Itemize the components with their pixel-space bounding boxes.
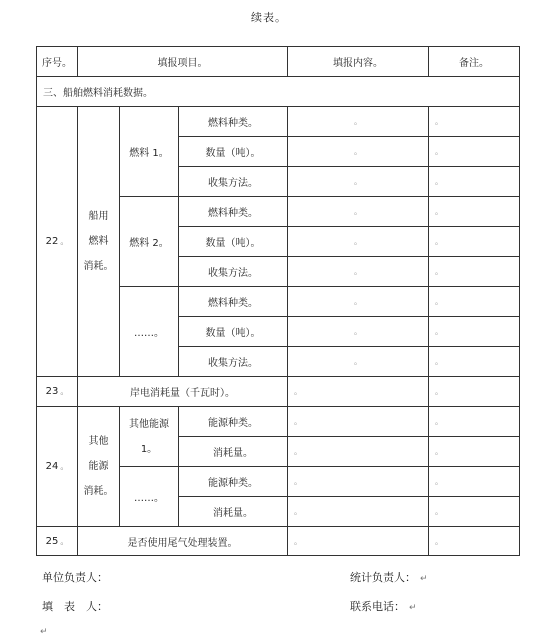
- col-header-seq: 序号。: [37, 47, 78, 77]
- note-cell[interactable]: 。: [429, 197, 520, 227]
- note-cell[interactable]: 。: [429, 137, 520, 167]
- phone-field: 联系电话： ↵: [350, 600, 417, 613]
- shore-power-label: 岸电消耗量（千瓦时）。: [78, 377, 288, 407]
- fuel-1-label: 燃料 1。: [120, 107, 179, 197]
- note-cell[interactable]: 。: [429, 377, 520, 407]
- phone-label: 联系电话：: [350, 600, 405, 613]
- table-row: [37, 107, 520, 137]
- col-header-content: 填报内容。: [288, 47, 429, 77]
- stat-head-label: 统计负责人：: [350, 571, 416, 584]
- content-cell[interactable]: 。: [288, 437, 429, 467]
- fuel-2-label: 燃料 2。: [120, 197, 179, 287]
- note-cell[interactable]: 。: [429, 107, 520, 137]
- table-row: [37, 377, 520, 407]
- group-label-fuel: 船用 燃料 消耗。: [78, 107, 120, 377]
- note-cell[interactable]: 。: [429, 407, 520, 437]
- content-cell[interactable]: 。: [288, 347, 429, 377]
- note-cell[interactable]: 。: [429, 527, 520, 556]
- section-title: 三、船舶燃料消耗数据。: [37, 77, 520, 107]
- note-cell[interactable]: 。: [429, 167, 520, 197]
- energy-source-more-label: ……。: [120, 467, 179, 527]
- note-cell[interactable]: 。: [429, 347, 520, 377]
- field-label: 收集方法。: [179, 347, 288, 377]
- document-title: 续表。: [251, 11, 287, 24]
- field-label: 数量（吨）。: [179, 227, 288, 257]
- field-label: 数量（吨）。: [179, 137, 288, 167]
- energy-source-1-label: 其他能源 1。: [120, 407, 179, 467]
- table-row: [37, 527, 520, 556]
- content-cell[interactable]: 。: [288, 407, 429, 437]
- unit-head-label: 单位负责人：: [42, 571, 108, 584]
- content-cell[interactable]: 。: [288, 467, 429, 497]
- filler-field: [42, 598, 108, 614]
- row-seq-24: 24 。: [37, 407, 78, 527]
- field-label: 能源种类。: [179, 467, 288, 497]
- field-label: 数量（吨）。: [179, 317, 288, 347]
- content-cell[interactable]: 。: [288, 497, 429, 527]
- section-row: [37, 77, 520, 107]
- field-label: 能源种类。: [179, 407, 288, 437]
- filler-label: 填 表 人：: [42, 600, 108, 613]
- seq-number: 25: [45, 535, 59, 547]
- row-seq-23: 23 。: [37, 377, 78, 407]
- field-label: 消耗量。: [179, 497, 288, 527]
- content-cell[interactable]: 。: [288, 287, 429, 317]
- data-form-table: [36, 46, 520, 556]
- note-cell[interactable]: 。: [429, 317, 520, 347]
- stat-head-field: 统计负责人： ↵: [350, 571, 428, 584]
- content-cell[interactable]: 。: [288, 197, 429, 227]
- content-cell[interactable]: 。: [288, 317, 429, 347]
- field-label: 燃料种类。: [179, 107, 288, 137]
- note-cell[interactable]: 。: [429, 287, 520, 317]
- header-row: [37, 47, 520, 77]
- content-cell[interactable]: 。: [288, 167, 429, 197]
- col-header-note: 备注。: [429, 47, 520, 77]
- seq-number: 24: [45, 461, 59, 472]
- seq-number: 23: [45, 386, 59, 397]
- col-header-item: 填报项目。: [78, 47, 288, 77]
- note-cell[interactable]: 。: [429, 437, 520, 467]
- field-label: 燃料种类。: [179, 287, 288, 317]
- content-cell[interactable]: 。: [288, 137, 429, 167]
- table-row: [37, 407, 520, 437]
- group-label-other-energy: 其他 能源 消耗。: [78, 407, 120, 527]
- field-label: 燃料种类。: [179, 197, 288, 227]
- fuel-more-label: ……。: [120, 287, 179, 377]
- paragraph-mark: ↵: [40, 627, 48, 637]
- content-cell[interactable]: 。: [288, 257, 429, 287]
- note-cell[interactable]: 。: [429, 497, 520, 527]
- field-label: 收集方法。: [179, 167, 288, 197]
- note-cell[interactable]: 。: [429, 467, 520, 497]
- seq-number: 22: [45, 236, 59, 247]
- row-seq-22: 22 。: [37, 107, 78, 377]
- field-label: 收集方法。: [179, 257, 288, 287]
- row-seq-25: 25 。: [37, 527, 78, 556]
- content-cell[interactable]: 。: [288, 227, 429, 257]
- exhaust-treatment-label: 是否使用尾气处理装置。: [78, 527, 288, 556]
- note-cell[interactable]: 。: [429, 257, 520, 287]
- unit-head-field: [42, 569, 108, 585]
- content-cell[interactable]: 。: [288, 377, 429, 407]
- content-cell[interactable]: 。: [288, 107, 429, 137]
- content-cell[interactable]: 。: [288, 527, 429, 556]
- note-cell[interactable]: 。: [429, 227, 520, 257]
- field-label: 消耗量。: [179, 437, 288, 467]
